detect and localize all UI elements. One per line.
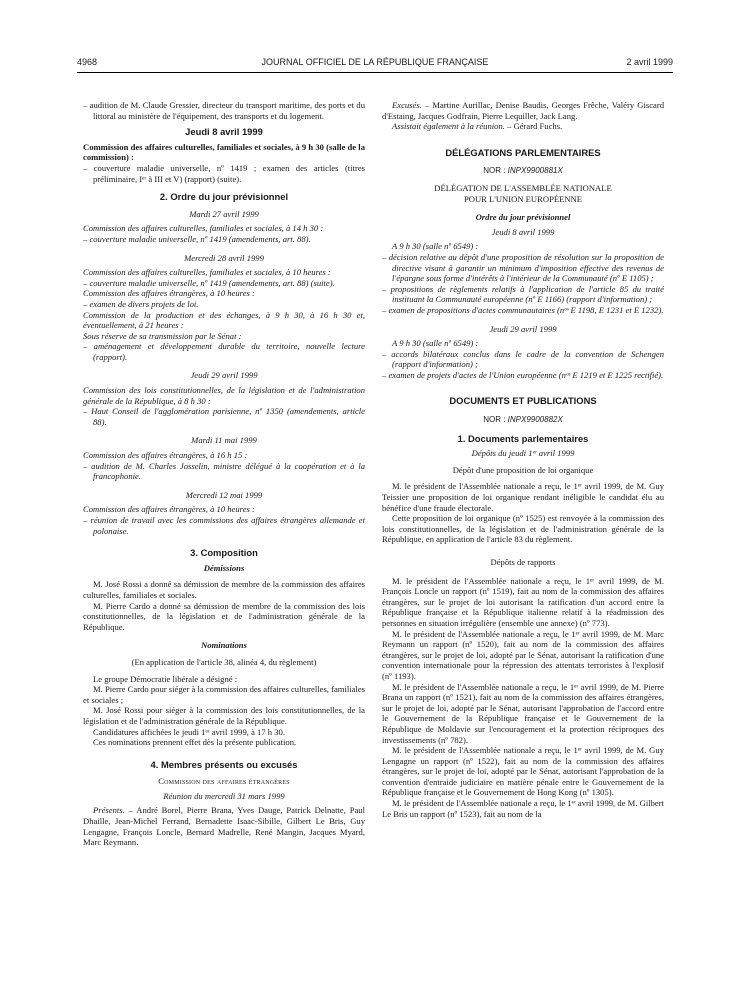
right-column [382, 100, 664, 819]
delegations-nor [382, 166, 664, 177]
mercredi28-commission-3: Commission de la production et des échanges, à 9 h 30, à 16 h 30 et, éventuellement, à 21 heures : [83, 309, 365, 331]
candidatures-line: Candidatures affichées le jeudi 1ᵉʳ avril 1999, à 17 h 30. [93, 726, 285, 737]
deleg-jeudi29-time: A 9 h 30 (salle nº 6549) : [392, 338, 479, 349]
nomination-1: M. Pierre Cardo pour siéger à la commission des affaires culturelles, familiales et sociales ; [83, 684, 365, 705]
jeudi29-item: – Haut Conseil de l'agglomération parisienne, nº 1350 (amendements, article 88). [83, 406, 365, 427]
mercredi12-commission: Commission des affaires étrangères, à 10 heures : [83, 504, 255, 515]
nor-code: INPX9900882X [507, 415, 563, 425]
section3-heading: 3. Composition [190, 547, 258, 559]
rapport-2: M. le président de l'Assemblée nationale a reçu, le 1ᵉʳ avril 1999, de M. Marc Reymann un rapport (nº 1520), fait au nom de la commission des affaires étrangères, sur le projet de loi, adopté par le Sénat, autorisant la ratification d'une convention internationale pour la répression des attentats terroristes à l'explosif (nº 1193). [382, 628, 664, 681]
demissions-heading: Démissions [203, 562, 245, 573]
mercredi28-item-3: – aménagement et développement durable du territoire, nouvelle lecture (rapport). [83, 341, 365, 362]
assistait-paragraph [382, 121, 664, 132]
header-rule [77, 72, 673, 73]
depot-proposition-heading: Dépôt d'une proposition de loi organique [452, 464, 594, 475]
demission-2: M. Pierre Cardo a donné sa démission de membre de la commission des lois constitutionnelles, de la législation et de l'administration générale de la République. [83, 600, 365, 632]
nor-label: NOR : [483, 415, 506, 425]
presents-list: – André Borel, Pierre Brana, Yves Dauge, Patrick Delnatte, Paul Dhaille, Jean-Michel Ferrand, Bernadette Isaac-Sibille, Gilbert Le Bris, Guy Lengagne, François Loncle, Bernard Madrelle, René Mangin, Jacques Myard, Marc Reymann. [83, 805, 365, 848]
excuses-paragraph [382, 100, 664, 121]
journal-title: JOURNAL OFFICIEL DE LA RÉPUBLIQUE FRANÇAISE [261, 57, 489, 67]
nominations-heading: Nominations [201, 640, 247, 651]
mercredi12-heading: Mercredi 12 mai 1999 [185, 489, 263, 500]
reunion-date: Réunion du mercredi 31 mars 1999 [163, 790, 285, 801]
jeudi8-item: – couverture maladie universelle, nº 1419 ; examen des articles (titres préliminaire, Iᵉʳ à III et V) (rapport) (suite). [83, 162, 365, 184]
deleg-jeudi8-time: A 9 h 30 (salle nº 6549) : [392, 241, 479, 252]
nor-label: NOR : [483, 166, 506, 176]
mardi11-heading: Mardi 11 mai 1999 [191, 435, 257, 446]
rapport-1: M. le président de l'Assemblée nationale a reçu, le 1ᵉʳ avril 1999, de M. François Loncle un rapport (nº 1519), fait au nom de la commission des affaires étrangères, sur le projet de loi autorisant la ratification d'un accord entre la République française et la République italienne relatif à la réadmission des personnes en situation irrégulière (ensemble une annexe) (nº 773). [382, 575, 664, 628]
assistait-label: Assistait également à la réunion. [392, 121, 505, 132]
jeudi29-commission: Commission des lois constitutionnelles, de la législation et de l'administration générale de la République, à 8 h 30 : [83, 385, 365, 406]
proposition-2: Cette proposition de loi organique (nº 1525) est renvoyée à la commission des lois constitutionnelles, de la législation et de l'administration générale de la République, en application de l'article 83 du règlement. [382, 513, 664, 545]
mercredi28-commission-2: Commission des affaires étrangères, à 10 heures : [83, 288, 255, 299]
docs-section1-heading: 1. Documents parlementaires [457, 432, 589, 444]
mercredi28-heading: Mercredi 28 avril 1999 [184, 252, 264, 263]
commission-name: Commission des affaires étrangères [158, 776, 290, 787]
intro-item: – audition de M. Claude Gressier, directeur du transport maritime, des ports et du littoral au ministère de l'équipement, des transports et du logement. [83, 100, 365, 121]
deleg-jeudi29-item-1: – accords bilatéraux conclus dans le cadre de la convention de Schengen (rapport d'information) ; [382, 348, 664, 370]
mardi11-item: – audition de M. Charles Josselin, ministre délégué à la coopération et à la francophonie. [83, 460, 365, 482]
nomination-group: Le groupe Démocratie libérale a désigné : [93, 673, 238, 684]
nominations-application: (En application de l'article 38, alinéa 4, du règlement) [131, 656, 317, 667]
excuses-label: Excusés. [392, 100, 422, 110]
proposition-1: M. le président de l'Assemblée nationale a reçu, le 1ᵉʳ avril 1999, de M. Guy Teissier une proposition de loi organique rendant inéligible le candidat élu au bénéfice d'une fraude électorale. [382, 481, 664, 513]
depots-date: Dépôts du jeudi 1ᵉʳ avril 1999 [471, 448, 575, 459]
rapport-5: M. le président de l'Assemblée nationale a reçu, le 1ᵉʳ avril 1999, de M. Gilbert Le Bris un rapport (nº 1523), fait au nom de la [382, 798, 664, 819]
documents-heading: DOCUMENTS ET PUBLICATIONS [449, 395, 597, 407]
page-number: 4968 [77, 57, 98, 67]
rapport-3: M. le président de l'Assemblée nationale a reçu, le 1ᵉʳ avril 1999, de M. Pierre Brana un rapport (nº 1521), fait au nom de la commission des affaires étrangères, sur le projet de loi, adopté par le Sénat, autorisant l'approbation de l'accord entre le Gouvernement de la République française et le Gouvernement de la République de Moldavie sur l'encouragement et la protection réciproques des investissements (nº 782). [382, 681, 664, 745]
assistait-name: – Gérard Fuchs. [507, 121, 563, 132]
jeudi8-heading: Jeudi 8 avril 1999 [185, 126, 263, 138]
issue-date: 2 avril 1999 [626, 57, 673, 67]
excuses-list: – Martine Aurillac, Denise Baudis, Georges Frêche, Valéry Giscard d'Estaing, Jacques Godfrain, Pierre Lequiller, Jack Lang. [382, 100, 664, 121]
section2-heading: 2. Ordre du jour prévisionnel [159, 191, 289, 203]
nominations-effect: Ces nominations prennent effet dès la présente publication. [93, 737, 297, 748]
page-header [77, 57, 673, 71]
mardi27-heading: Mardi 27 avril 1999 [189, 208, 259, 219]
mardi27-item: – couverture maladie universelle, nº 1419 (amendements, art. 88). [83, 233, 311, 244]
deleg-jeudi8-item-3: – examen de propositions d'actes communautaires (nᵒˢ E 1198, E 1231 et E 1232). [382, 304, 664, 315]
mercredi28-item-2: – examen de divers projets de loi. [83, 298, 199, 309]
deleg-jeudi8-item-2: – propositions de règlements relatifs à l'application de l'article 85 du traité instituant la Communauté européenne (nº E 1166) (rapport d'information) ; [382, 283, 664, 305]
mardi11-commission: Commission des affaires étrangères, à 16 h 15 : [83, 450, 248, 461]
delegations-heading: DÉLÉGATIONS PARLEMENTAIRES [445, 146, 601, 158]
section4-heading: 4. Membres présents ou excusés [150, 758, 298, 770]
jeudi8-commission: Commission des affaires culturelles, familiales et sociales, à 9 h 30 (salle de la commission) : [83, 141, 365, 163]
delegation-name-2: POUR L'UNION EUROPÉENNE [463, 193, 583, 204]
demission-1: M. José Rossi a donné sa démission de membre de la commission des affaires culturelles, familiales et sociales. [83, 579, 365, 600]
presents-paragraph [83, 805, 365, 847]
mercredi28-item-1: – couverture maladie universelle, nº 1419 (amendements, art. 88) (suite). [83, 277, 335, 288]
presents-label: Présents. [93, 805, 125, 816]
nor-code: INPX9900881X [507, 166, 563, 176]
odj-heading: Ordre du jour prévisionnel [475, 212, 571, 223]
delegation-name-1: DÉLÉGATION DE L'ASSEMBLÉE NATIONALE [434, 182, 612, 193]
rapport-4: M. le président de l'Assemblée nationale a reçu, le 1ᵉʳ avril 1999, de M. Guy Lengagne un rapport (nº 1522), fait au nom de la commission des affaires étrangères, sur le projet de loi, adopté par le Sénat, autorisant l'approbation de la convention d'entraide judiciaire en matière pénale entre le Gouvernement de la République française et le Gouvernement de Hong Kong (nº 1305). [382, 745, 664, 798]
deleg-jeudi29-item-2: – examen de projets d'actes de l'Union européenne (nᵒˢ E 1219 et E 1225 rectifié). [382, 369, 664, 380]
nomination-2: M. José Rossi pour siéger à la commission des lois constitutionnelles, de la législation et de l'administration générale de la République. [83, 705, 365, 726]
jeudi29-heading: Jeudi 29 avril 1999 [190, 370, 258, 381]
left-column [83, 100, 365, 848]
mercredi28-commission-1: Commission des affaires culturelles, familiales et sociales, à 10 heures : [83, 267, 331, 278]
deleg-jeudi8-heading: Jeudi 8 avril 1999 [491, 226, 555, 237]
deleg-jeudi8-item-1: – décision relative au dépôt d'une proposition de résolution sur la proposition de directive visant à garantir un minimum d'imposition effective des revenus de l'épargne sous forme d'intérêts à l'intérieur de la Communauté (nº E 1105) ; [382, 251, 664, 284]
documents-nor [382, 415, 664, 426]
mercredi12-item: – réunion de travail avec les commissions des affaires étrangères allemande et polonaise. [83, 515, 365, 536]
mardi27-commission: Commission des affaires culturelles, familiales et sociales, à 14 h 30 : [83, 223, 324, 234]
deleg-jeudi29-heading: Jeudi 29 avril 1999 [489, 323, 557, 334]
depots-rapports-heading: Dépôts de rapports [490, 557, 556, 567]
mercredi28-reserve: Sous réserve de sa transmission par le Sénat : [83, 330, 242, 341]
